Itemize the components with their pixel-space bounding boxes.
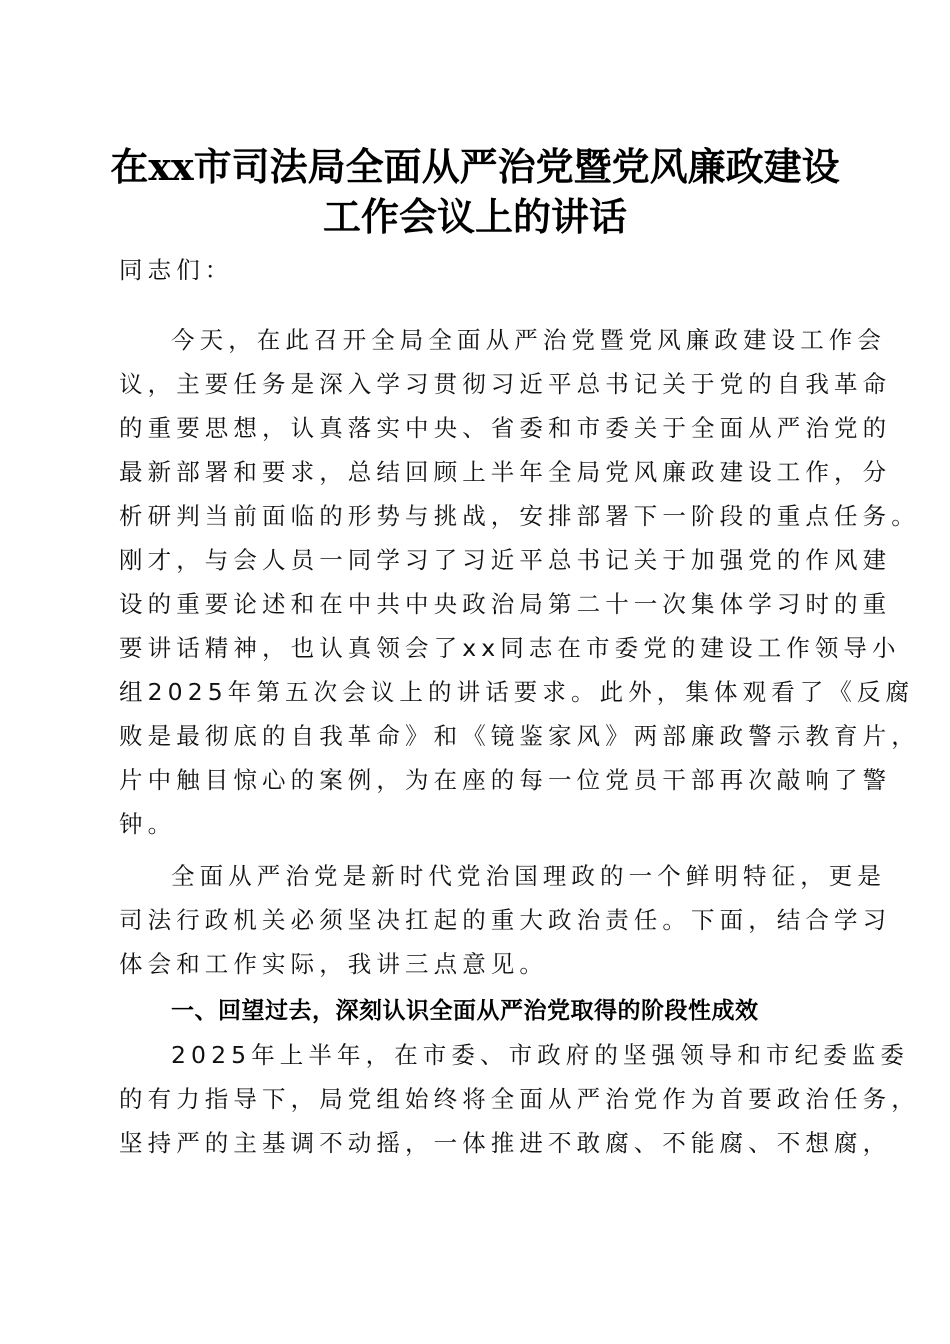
document-title-line-1: 在xx市司法局全面从严治党暨党风廉政建设 (110, 144, 840, 189)
paragraph-1-line: 最新部署和要求，总结回顾上半年全局党风廉政建设工作，分 (119, 458, 892, 486)
paragraph-1-line: 析研判当前面临的形势与挑战，安排部署下一阶段的重点任务。 (119, 502, 920, 530)
salutation: 同志们： (119, 256, 234, 284)
paragraph-1-line: 设的重要论述和在中共中央政治局第二十一次集体学习时的重 (119, 590, 892, 618)
paragraph-1-line: 组2025年第五次会议上的讲话要求。此外，集体观看了《反腐 (119, 678, 915, 706)
paragraph-1-line: 今天，在此召开全局全面从严治党暨党风廉政建设工作会 (171, 326, 886, 354)
paragraph-1-line: 片中触目惊心的案例，为在座的每一位党员干部再次敲响了警 (119, 766, 892, 794)
section-paragraph-line: 的有力指导下，局党组始终将全面从严治党作为首要政治任务， (119, 1085, 920, 1113)
paragraph-2-line: 全面从严治党是新时代党治国理政的一个鲜明特征，更是 (171, 862, 886, 890)
section-paragraph-line: 2025年上半年，在市委、市政府的坚强领导和市纪委监委 (171, 1041, 910, 1069)
section-heading: 一、回望过去，深刻认识全面从严治党取得的阶段性成效 (171, 998, 759, 1024)
paragraph-2-line: 体会和工作实际，我讲三点意见。 (119, 950, 548, 978)
paragraph-1-line: 要讲话精神，也认真领会了xx同志在市委党的建设工作领导小 (119, 634, 901, 662)
paragraph-1-line: 钟。 (119, 810, 177, 838)
document-title-line-2: 工作会议上的讲话 (322, 194, 627, 239)
paragraph-1-line: 的重要思想，认真落实中央、省委和市委关于全面从严治党的 (119, 414, 892, 442)
paragraph-1-line: 议，主要任务是深入学习贯彻习近平总书记关于党的自我革命 (119, 370, 892, 398)
paragraph-1-line: 刚才，与会人员一同学习了习近平总书记关于加强党的作风建 (119, 546, 892, 574)
paragraph-2-line: 司法行政机关必须坚决扛起的重大政治责任。下面，结合学习 (119, 906, 892, 934)
paragraph-1-line: 败是最彻底的自我革命》和《镜鉴家风》两部廉政警示教育片， (119, 722, 920, 750)
section-paragraph-line: 坚持严的主基调不动摇，一体推进不敢腐、不能腐、不想腐， (119, 1129, 892, 1157)
